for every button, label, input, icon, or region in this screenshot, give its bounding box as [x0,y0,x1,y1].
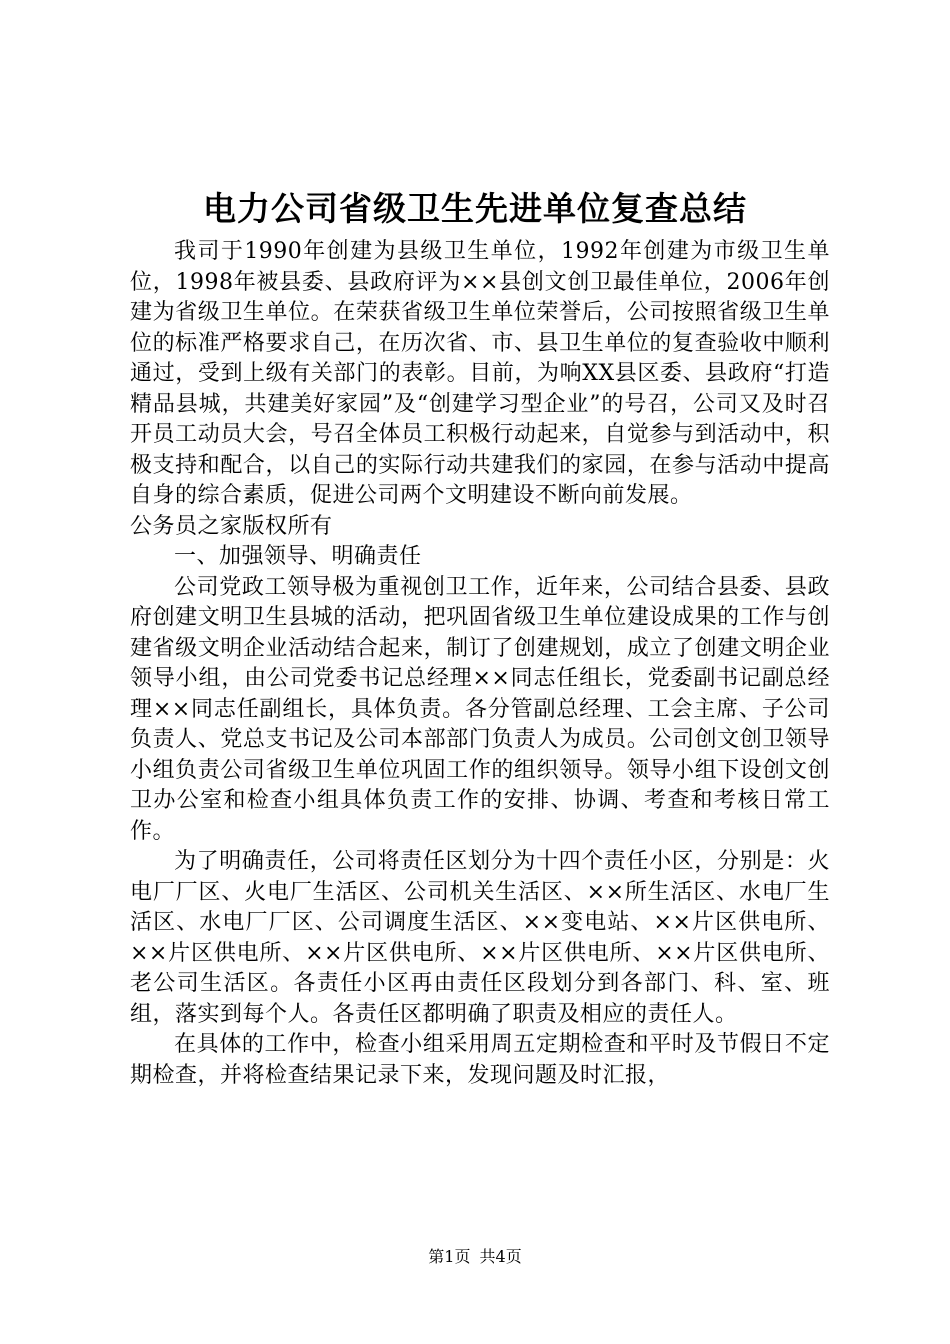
document-body [130,237,830,1091]
section-heading: 一、加强领导、明确责任 [174,544,422,569]
page-title: 电力公司省级卫生先进单位复查总结 [203,189,747,228]
body-paragraph: 为了明确责任，公司将责任区划分为十四个责任小区，分别是：火电厂厂区、火电厂生活区、公司机关生活区、××所生活区、水电厂生活区、水电厂厂区、公司调度生活区、××变电站、××片区供电所、××片区供电所、××片区供电所、××片区供电所、××片区供电所、老公司生活区。各责任小区再由责任区段划分到各部门、科、室、班组，落实到每个人。各责任区都明确了职责及相应的责任人。 [130,849,830,1027]
page-footer [0,1246,950,1268]
body-paragraph: 公司党政工领导极为重视创卫工作，近年来，公司结合县委、县政府创建文明卫生县城的活动，把巩固省级卫生单位建设成果的工作与创建省级文明企业活动结合起来，制订了创建规划，成立了创建文明企业领导小组，由公司党委书记总经理××同志任组长，党委副书记副总经理××同志任副组长，具体负责。各分管副总经理、工会主席、子公司负责人、党总支书记及公司本部部门负责人为成员。公司创文创卫领导小组负责公司省级卫生单位巩固工作的组织领导。领导小组下设创文创卫办公室和检查小组具体负责工作的安排、协调、考查和考核日常工作。 [130,574,830,844]
page-total: 共4页 [479,1247,522,1266]
page-number: 第1页 [428,1247,471,1266]
body-paragraph: 在具体的工作中，检查小组采用周五定期检查和平时及节假日不定期检查，并将检查结果记录下来，发现问题及时汇报， [130,1032,830,1088]
copyright-line: 公务员之家版权所有 [130,513,333,539]
body-paragraph: 我司于1990年创建为县级卫生单位，1992年创建为市级卫生单位，1998年被县委、县政府评为××县创文创卫最佳单位，2006年创建为省级卫生单位。在荣获省级卫生单位荣誉后，公司按照省级卫生单位的标准严格要求自己，在历次省、市、县卫生单位的复查验收中顺利通过，受到上级有关部门的表彰。目前，为响XX县区委、县政府“打造精品县城，共建美好家园”及“创建学习型企业”的号召，公司又及时召开员工动员大会，号召全体员工积极行动起来，自觉参与到活动中，积极支持和配合，以自己的实际行动共建我们的家园，在参与活动中提高自身的综合素质，促进公司两个文明建设不断向前发展。 [130,239,830,508]
